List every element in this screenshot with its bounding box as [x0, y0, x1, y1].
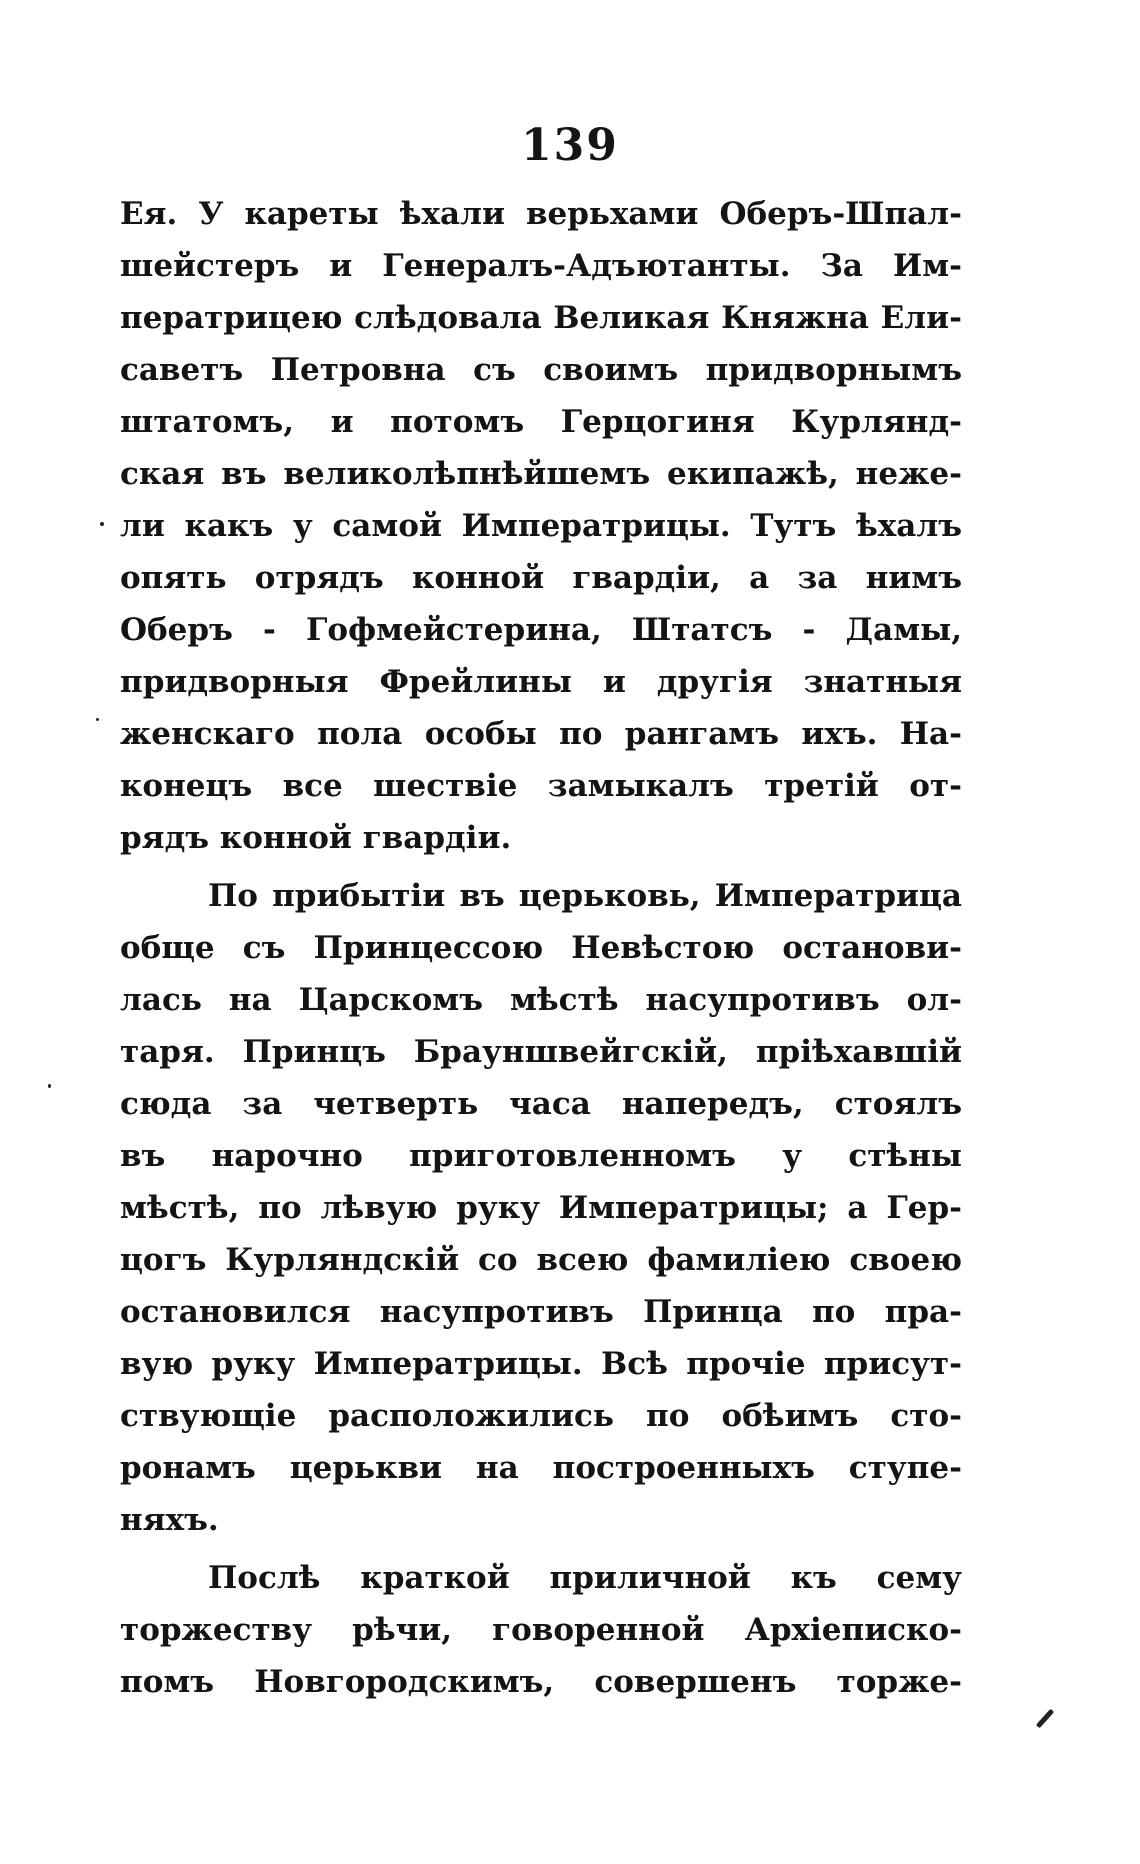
text-line: торжеству рѣчи, говоренной Архіеписко-	[120, 1612, 962, 1648]
text-line: лась на Царскомъ мѣстѣ насупротивъ ол-	[120, 982, 962, 1018]
text-line: цогъ Курляндскій со всею фамиліею своею	[120, 1242, 962, 1278]
text-line: рядъ конной гвардіи.	[120, 820, 512, 856]
text-line: остановился насупротивъ Принца по пра-	[120, 1294, 962, 1330]
text-line: помъ Новгородскимъ, совершенъ торже-	[120, 1664, 962, 1700]
text-line: саветъ Петровна съ своимъ придворнымъ	[120, 352, 962, 388]
text-line: женскаго пола особы по рангамъ ихъ. На-	[120, 716, 962, 752]
text-line: конецъ все шествіе замыкалъ третій от-	[120, 768, 962, 804]
text-line: ператрицею слѣдовала Великая Княжна Ели-	[120, 300, 962, 336]
text-line: По прибытіи въ церьковь, Императрица	[208, 878, 962, 914]
paragraph-1	[120, 188, 962, 864]
scan-speck	[48, 1084, 51, 1088]
scan-speck	[96, 718, 99, 721]
text-line: придворныя Фрейлины и другія знатныя	[120, 664, 962, 700]
text-line: ская въ великолѣпнѣйшемъ екипажѣ, неже-	[120, 456, 962, 492]
text-line: въ нарочно приготовленномъ у стѣны	[120, 1138, 962, 1174]
text-line: Послѣ краткой приличной къ сему	[208, 1560, 962, 1596]
text-line: Ея. У кареты ѣхали верьхами Оберъ-Шпал-	[120, 196, 962, 232]
text-line: Оберъ - Гофмейстерина, Штатсъ - Дамы,	[120, 612, 962, 648]
text-line: ствующіе расположились по обѣимъ сто-	[120, 1398, 962, 1434]
paragraph-2	[120, 870, 962, 1546]
text-line: сюда за четверть часа напередъ, стоялъ	[120, 1086, 962, 1122]
paragraph-3	[120, 1552, 962, 1708]
text-line: таря. Принцъ Брауншвейгскій, пріѣхавшій	[120, 1034, 962, 1070]
text-line: ли какъ у самой Императрицы. Тутъ ѣхалъ	[120, 508, 962, 544]
body-text	[120, 188, 962, 1708]
scan-speck	[100, 522, 104, 526]
text-line: вую руку Императрицы. Всѣ прочіе присут-	[120, 1346, 962, 1382]
text-line: шейстеръ и Генералъ-Адъютанты. За Им-	[120, 248, 962, 284]
page-number: 139	[521, 120, 619, 171]
text-line: штатомъ, и потомъ Герцогиня Курлянд-	[120, 404, 962, 440]
text-line: няхъ.	[120, 1502, 219, 1538]
text-line: ронамъ церькви на построенныхъ ступе-	[120, 1450, 962, 1486]
text-line: опять отрядъ конной гвардіи, а за нимъ	[120, 560, 962, 596]
text-line: мѣстѣ, по лѣвую руку Императрицы; а Гер-	[120, 1190, 962, 1226]
pen-mark	[1036, 1709, 1054, 1729]
text-line: обще съ Принцессою Невѣстою останови-	[120, 930, 962, 966]
